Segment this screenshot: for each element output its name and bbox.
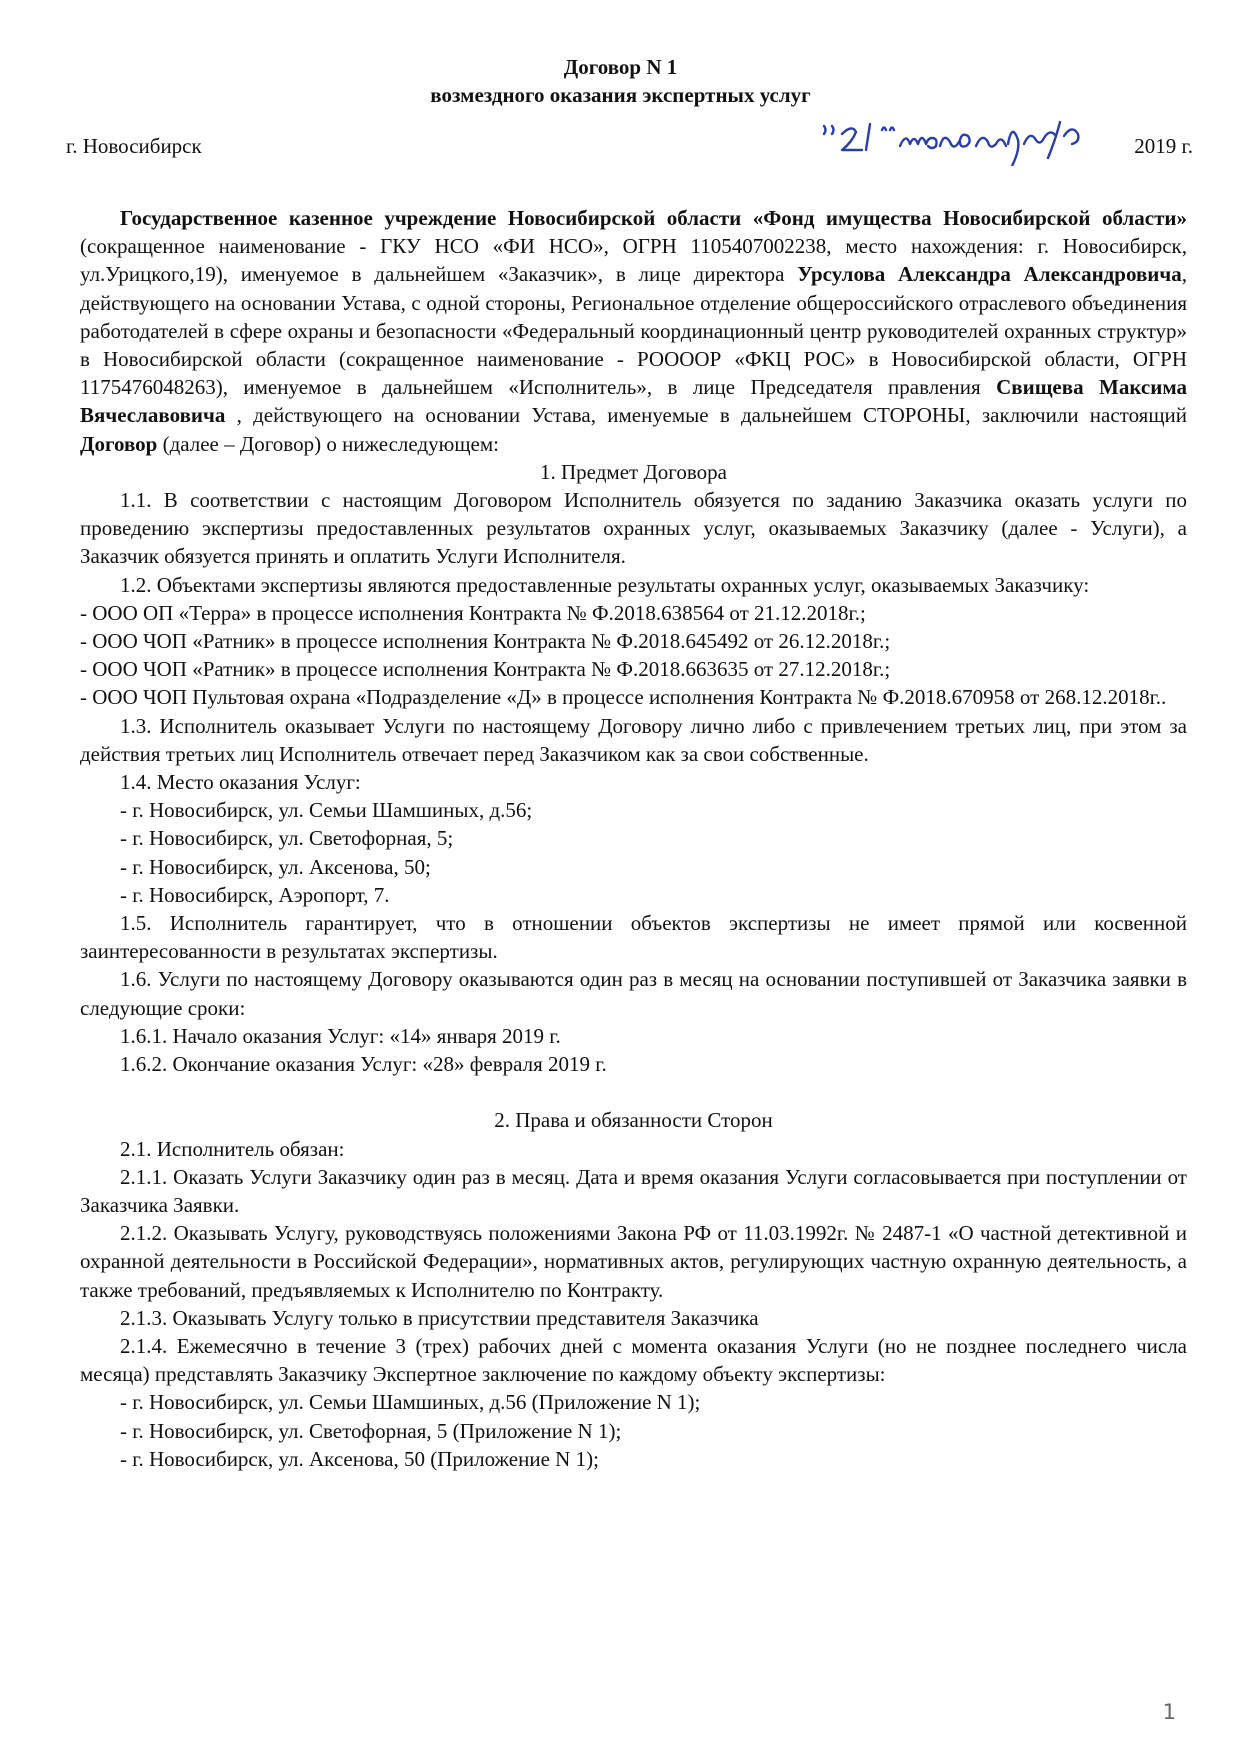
clause-1-6: 1.6. Услуги по настоящему Договору оказываются один раз в месяц на основании поступившей от Заказчика заявки в следующие сроки: bbox=[80, 967, 1187, 1020]
annex-item: - г. Новосибирск, ул. Семьи Шамшиных, д.56 (Приложение N 1); bbox=[120, 1390, 701, 1415]
clause-2-1: 2.1. Исполнитель обязан: bbox=[120, 1136, 345, 1161]
contract-title: Договор N 1 bbox=[563, 55, 678, 79]
chairman-name: Свищева Максима Вячеславовича bbox=[80, 375, 1187, 428]
object-item: - ООО ОП «Терра» в процессе исполнения Контракта № Ф.2018.638564 от 21.12.2018г.; bbox=[80, 600, 866, 625]
clause-1-3: 1.3. Исполнитель оказывает Услуги по настоящему Договору лично либо с привлечением третьих лиц, при этом за действия третьих лиц Исполнитель отвечает перед Заказчиком как за свои собственные. bbox=[80, 713, 1187, 766]
clause-2-1-4: 2.1.4. Ежемесячно в течение 3 (трех) рабочих дней с момента оказания Услуги (но не позднее последнего числа месяца) представлять Заказчику Экспертное заключение по каждому объекту экспертизы: bbox=[80, 1333, 1187, 1387]
section-1-title: 1. Предмет Договора bbox=[540, 459, 727, 484]
clause-2-1-1: 2.1.1. Оказать Услуги Заказчику один раз в месяц. Дата и время оказания Услуги согласовывается при поступлении от Заказчика Заявки. bbox=[80, 1164, 1187, 1217]
contract-body bbox=[80, 204, 1187, 1473]
clause-1-1: 1.1. В соответствии с настоящим Договором Исполнитель обязуется по заданию Заказчика оказать услуги по проведению экспертизы предоставленных результатов охранных услуг, оказываемых Заказчику (далее - Услуги), а Заказчик обязуется принять и оплатить Услуги Исполнителя. bbox=[80, 488, 1187, 569]
clause-1-6-1: 1.6.1. Начало оказания Услуг: «14» января 2019 г. bbox=[120, 1023, 561, 1048]
clause-1-6-2: 1.6.2. Окончание оказания Услуг: «28» февраля 2019 г. bbox=[120, 1052, 607, 1077]
place-item: - г. Новосибирск, ул. Светофорная, 5; bbox=[120, 826, 454, 851]
clause-1-4: 1.4. Место оказания Услуг: bbox=[120, 770, 361, 795]
place-date-line bbox=[66, 134, 1193, 168]
handwritten-date-signature bbox=[818, 116, 1128, 166]
clause-1-2: 1.2. Объектами экспертизы являются предоставленные результаты охранных услуг, оказываемых Заказчику: bbox=[120, 572, 1090, 597]
contract-subtitle: возмездного оказания экспертных услуг bbox=[430, 83, 811, 107]
object-item: - ООО ЧОП Пультовая охрана «Подразделение «Д» в процессе исполнения Контракта № Ф.2018.670958 от 268.12.2018г.. bbox=[80, 685, 1167, 710]
object-item: - ООО ЧОП «Ратник» в процессе исполнения Контракта № Ф.2018.645492 от 26.12.2018г.; bbox=[80, 629, 891, 654]
year: 2019 г. bbox=[1134, 134, 1193, 158]
section-2-title: 2. Права и обязанности Сторон bbox=[494, 1108, 773, 1133]
director-name: Урсулова Александра Александровича bbox=[797, 262, 1182, 287]
page-number: 1 bbox=[1162, 1700, 1176, 1724]
clause-2-1-2: 2.1.2. Оказывать Услугу, руководствуясь положениями Закона РФ от 11.03.1992г. № 2487-1 «О частной детективной и охранной деятельности в Российской Федерации», нормативных актов, регулирующих частную охранную деятельность, а также требований, предъявляемых к Исполнителю по Контракту. bbox=[80, 1221, 1187, 1302]
place-item: - г. Новосибирск, ул. Аксенова, 50; bbox=[120, 854, 431, 879]
city: г. Новосибирск bbox=[66, 134, 202, 158]
contract-word: Договор bbox=[80, 431, 158, 456]
place-item: - г. Новосибирск, Аэропорт, 7. bbox=[120, 882, 390, 907]
clause-2-1-3: 2.1.3. Оказывать Услугу только в присутствии представителя Заказчика bbox=[120, 1305, 759, 1330]
clause-1-5: 1.5. Исполнитель гарантирует, что в отношении объектов экспертизы не имеет прямой или косвенной заинтересованности в результатах экспертизы. bbox=[80, 911, 1187, 964]
customer-org-name: Государственное казенное учреждение Новосибирской области «Фонд имущества Новосибирской области» bbox=[120, 206, 1187, 230]
preamble-paragraph: Государственное казенное учреждение Новосибирской области «Фонд имущества Новосибирской области» (сокращенное наименование - ГКУ НСО «ФИ НСО», ОГРН 1105407002238, место нахождения: г. Новосибирск, ул.Урицкого,19), именуемое в дальнейшем «Заказчик», в лице директора Урсулова Александра Александровича, действующего на основании Устава, с одной стороны, Региональное отделение общероссийского отраслевого объединения работодателей в сфере охраны и безопасности «Федеральный координационный центр руководителей охранных структур» в Новосибирской области (сокращенное наименование - РОООOР «ФКЦ РОС» в Новосибирской области, ОГРН 1175476048263), именуемое в дальнейшем «Исполнитель», в лице Председателя правления Свищева Максима Вячеславовича , действующего на основании Устава, именуемые в дальнейшем СТОРОНЫ, заключили настоящий Договор (далее – Договор) о нижеследующем: bbox=[80, 206, 1187, 456]
annex-item: - г. Новосибирск, ул. Светофорная, 5 (Приложение N 1); bbox=[120, 1418, 622, 1443]
object-item: - ООО ЧОП «Ратник» в процессе исполнения Контракта № Ф.2018.663635 от 27.12.2018г.; bbox=[80, 657, 891, 682]
annex-item: - г. Новосибирск, ул. Аксенова, 50 (Приложение N 1); bbox=[120, 1446, 599, 1471]
place-item: - г. Новосибирск, ул. Семьи Шамшиных, д.56; bbox=[120, 798, 533, 823]
